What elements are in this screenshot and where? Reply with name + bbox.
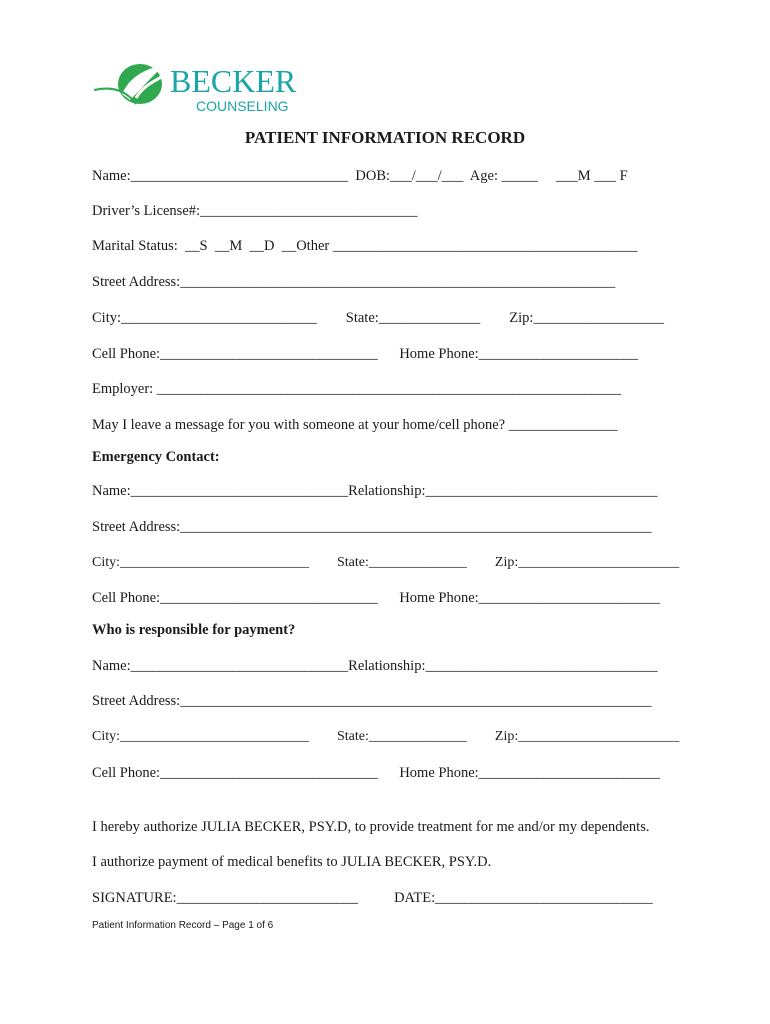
payment-authorization-text: I authorize payment of medical benefits to JULIA BECKER, PSY.D. — [92, 854, 492, 870]
drivers-license-field[interactable]: Driver’s License#:______________________________ — [92, 203, 418, 219]
emergency-street-address-field[interactable]: Street Address:_________________________________________________________________ — [92, 519, 652, 535]
payer-phone-fields[interactable]: Cell Phone:______________________________ Home Phone:_________________________ — [92, 765, 660, 781]
payer-city-state-zip-field[interactable]: City:___________________________ State:______________ Zip:_______________________ — [92, 729, 680, 744]
treatment-authorization-text: I hereby authorize JULIA BECKER, PSY.D, to provide treatment for me and/or my dependents. — [92, 819, 650, 835]
logo-leaf-icon — [92, 54, 302, 120]
patient-name-dob-age-sex-field[interactable]: Name:______________________________ DOB:___/___/___ Age: _____ ___M ___ F — [92, 168, 628, 184]
logo-brand-text: BECKER — [170, 63, 297, 99]
message-permission-field[interactable]: May I leave a message for you with someone at your home/cell phone? _______________ — [92, 417, 618, 433]
employer-field[interactable]: Employer: ________________________________________________________________ — [92, 381, 621, 397]
phone-fields[interactable]: Cell Phone:______________________________ Home Phone:______________________ — [92, 346, 639, 362]
signature-date-field[interactable]: SIGNATURE:_________________________ DATE:______________________________ — [92, 890, 653, 906]
becker-counseling-logo — [92, 54, 302, 120]
payer-street-address-field[interactable]: Street Address:_________________________________________________________________ — [92, 693, 652, 709]
street-address-field[interactable]: Street Address:____________________________________________________________ — [92, 274, 616, 290]
emergency-city-state-zip-field[interactable]: City:___________________________ State:______________ Zip:_______________________ — [92, 555, 680, 570]
payment-responsible-heading: Who is responsible for payment? — [92, 622, 296, 638]
logo-tagline-text: COUNSELING — [196, 98, 289, 114]
page-footer: Patient Information Record – Page 1 of 6 — [92, 920, 274, 931]
emergency-phone-fields[interactable]: Cell Phone:______________________________ Home Phone:_________________________ — [92, 590, 660, 606]
emergency-name-relationship-field[interactable]: Name:______________________________Relationship:________________________________ — [92, 483, 658, 499]
page-title: PATIENT INFORMATION RECORD — [244, 128, 526, 147]
city-state-zip-field[interactable]: City:___________________________ State:______________ Zip:__________________ — [92, 310, 664, 326]
marital-status-field[interactable]: Marital Status: __S __M __D __Other __________________________________________ — [92, 238, 638, 254]
payer-name-relationship-field[interactable]: Name:______________________________Relationship:________________________________ — [92, 658, 658, 674]
emergency-contact-heading: Emergency Contact: — [92, 449, 220, 465]
